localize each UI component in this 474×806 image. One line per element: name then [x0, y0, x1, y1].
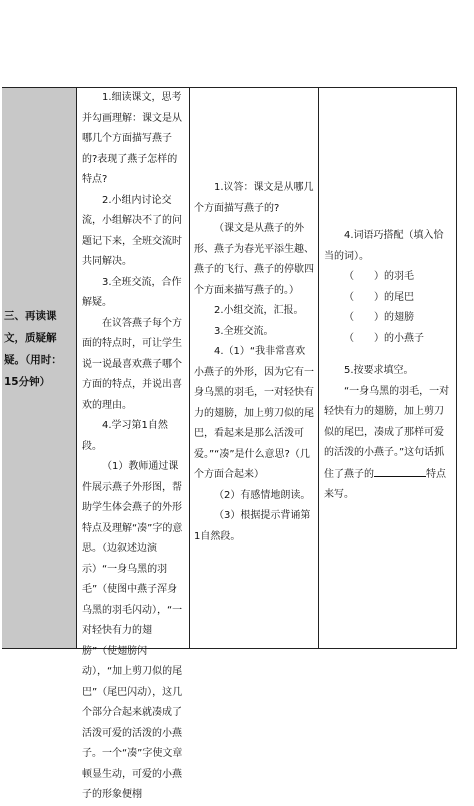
stage-title: 三、再读课文，质疑解疑。	[4, 310, 57, 366]
student-activities	[194, 178, 314, 547]
teacher-step-4: 4.学习第1自然段。	[82, 420, 168, 452]
teacher-step-4-1: （1）教师通过课件展示燕子外形图，帮助学生体会燕子的外形特点及理解“凑”字的意思。（边叙述边演示）“一身乌黑的羽毛”（使图中燕子浑身乌黑的羽毛闪动），“一对轻快有力的翅膀”（使翅膀闪动），“加上剪刀似的尾巴”（尾巴闪动），这几个部分合起来就凑成了活泼可爱的活泼的小燕子。一个“凑”字使文章顿显生动，可爱的小燕子的形象便栩	[82, 461, 183, 800]
student-step-1: 1.议答：课文是从哪几个方面描写燕子的?	[194, 182, 314, 214]
student-step-3: 3.全班交流。	[214, 325, 274, 337]
teacher-activities	[82, 88, 186, 806]
exercise-q5-text: “一身乌黑的羽毛，一对轻快有力的翅膀，加上剪刀似的尾巴，凑成了那样可爱的活泼的小燕子。”这句话抓住了燕子的 特点来写。	[324, 385, 450, 500]
table-bottom-border	[2, 648, 457, 649]
exercise-q4-item: （ ）的翅膀	[344, 312, 414, 323]
table-right-border	[456, 87, 457, 649]
student-answer-1: （课文是从燕子的外形、燕子为春光平添生趣、燕子的飞行、燕子的停歇四个方面来描写燕子的。）	[194, 223, 314, 296]
stage-label	[4, 305, 70, 393]
teacher-step-3: 3.全班交流，合作解疑。	[82, 276, 182, 308]
exercise-q4-title: 4.词语巧搭配（填入恰当的词）。	[324, 230, 444, 262]
exercise-q4-item: （ ）的羽毛	[344, 271, 414, 282]
student-step-4-1: 4.（1）“我非常喜欢小燕子的外形，因为它有一身乌黑的羽毛，一对轻快有力的翅膀，加上剪刀似的尾巴，看起来是那么活泼可爱。”“凑”是什么意思?（几个方面合起来）	[194, 346, 314, 480]
teacher-step-1: 1.细读课文，思考并勾画理解：课文是从哪几个方面描写燕子的?表现了燕子怎样的特点?	[82, 92, 182, 185]
stage-time: （用时：15分钟）	[4, 354, 62, 388]
blank-paren: （ ）	[344, 312, 384, 323]
teacher-step-2: 2.小组内讨论交流，小组解决不了的问题记下来，全班交流时共同解决。	[82, 194, 182, 267]
student-step-2: 2.小组交流，汇报。	[214, 305, 304, 316]
exercise-q5-title: 5.按要求填空。	[344, 365, 414, 376]
column-divider-1	[76, 87, 77, 649]
exercise-column	[324, 226, 452, 506]
column-divider-2	[189, 87, 190, 649]
student-step-4-2: （2）有感情地朗读。	[214, 489, 311, 501]
exercise-q4-item: （ ）的尾巴	[344, 291, 414, 303]
blank-paren: （ ）	[344, 332, 384, 344]
blank-paren: （ ）	[344, 291, 384, 303]
blank-paren: （ ）	[344, 271, 384, 282]
teacher-note: 在议答燕子每个方面的特点时，可让学生说一说最喜欢燕子哪个方面的特点，并说出喜欢的理由。	[82, 317, 182, 411]
fill-blank	[374, 464, 426, 477]
student-step-4-3: （3）根据提示背诵第1自然段。	[194, 510, 311, 542]
column-divider-3	[318, 87, 319, 649]
exercise-q4-item: （ ）的小燕子	[344, 332, 424, 344]
